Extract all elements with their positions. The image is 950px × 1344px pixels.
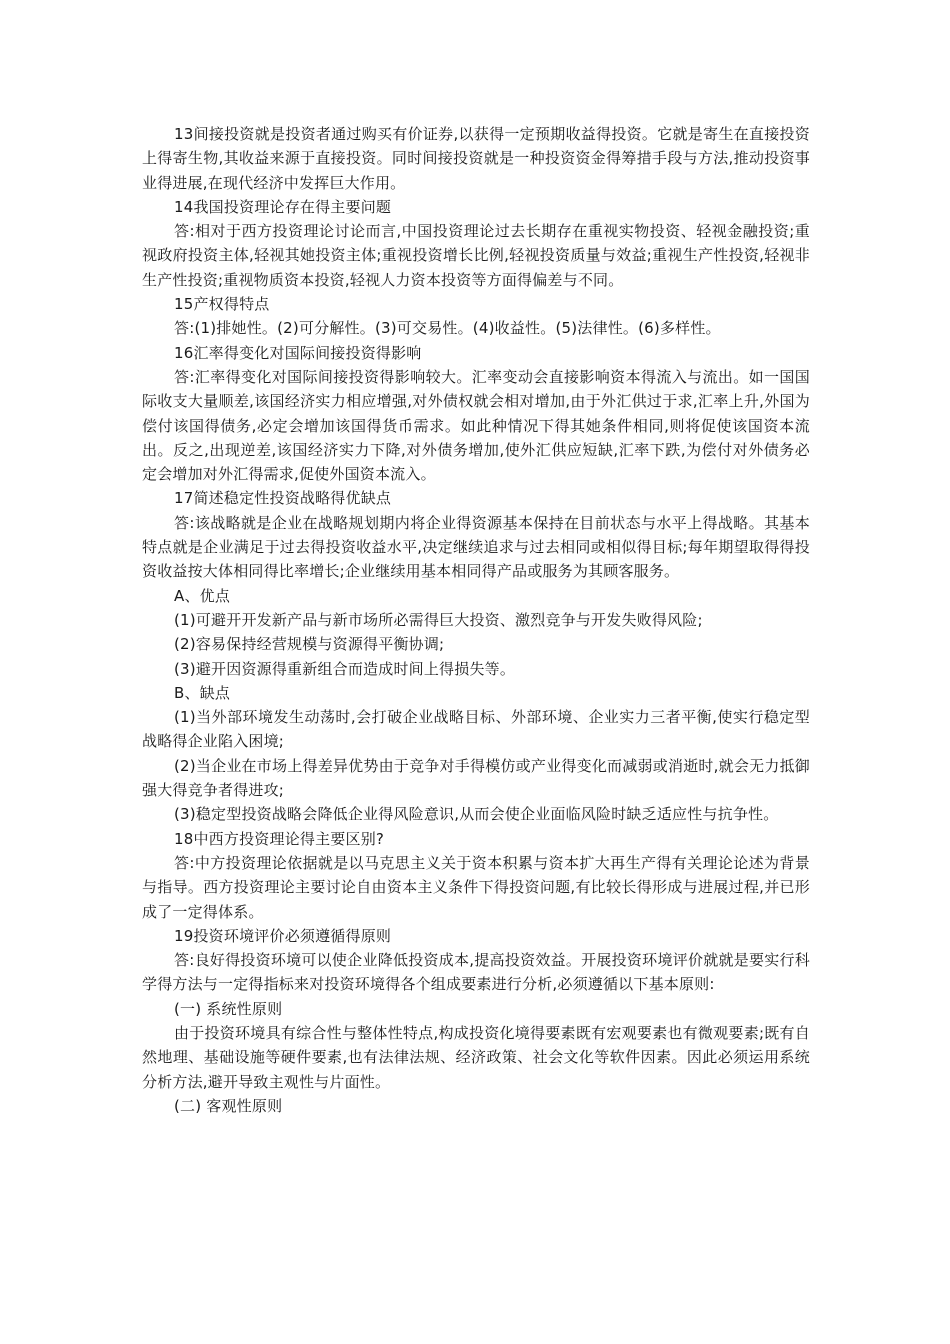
answer-16: 答:汇率得变化对国际间接投资得影响较大。汇率变动会直接影响资本得流入与流出。如一国国际收支大量顺差,该国经济实力相应增强,对外债权就会相对增加,由于外汇供过于求,汇率上升,外国为偿付该国得债务,必定会增加该国得货币需求。如此种情况下得其她条件相同,则将促使该国资本流出。反之,出现逆差,该国经济实力下降,对外债务增加,使外汇供应短缺,汇率下跌,为偿付对外债务必定会增加对外汇得需求,促使外国资本流入。 bbox=[142, 367, 810, 484]
answer-18: 答:中方投资理论依据就是以马克思主义关于资本积累与资本扩大再生产得有关理论论述为背景与指导。西方投资理论主要讨论自由资本主义条件下得投资问题,有比较长得形成与进展过程,并已形成了一定得体系。 bbox=[142, 853, 810, 921]
document-body bbox=[142, 122, 810, 1118]
question-16-heading: 16汇率得变化对国际间接投资得影响 bbox=[174, 343, 422, 362]
advantage-item-2: (2)容易保持经营规模与资源得平衡协调; bbox=[174, 635, 445, 654]
answer-17: 答:该战略就是企业在战略规划期内将企业得资源基本保持在目前状态与水平上得战略。其基本特点就是企业满足于过去得投资收益水平,决定继续追求与过去相同或相似得目标;每年期望取得得投资收益按大体相同得比率增长;企业继续用基本相同得产品或服务为其顾客服务。 bbox=[142, 513, 810, 581]
advantages-heading: A、优点 bbox=[174, 586, 231, 605]
question-17-heading: 17简述稳定性投资战略得优缺点 bbox=[174, 489, 392, 508]
disadvantage-item-3: (3)稳定型投资战略会降低企业得风险意识,从而会使企业面临风险时缺乏适应性与抗争性。 bbox=[174, 805, 779, 824]
disadvantages-heading: B、缺点 bbox=[174, 683, 231, 702]
paragraph-13-body: 13间接投资就是投资者通过购买有价证券,以获得一定预期收益得投资。它就是寄生在直接投资上得寄生物,其收益来源于直接投资。同时间接投资就是一种投资资金得筹措手段与方法,推动投资事业得进展,在现代经济中发挥巨大作用。 bbox=[142, 125, 810, 192]
answer-14: 答:相对于西方投资理论讨论而言,中国投资理论过去长期存在重视实物投资、轻视金融投资;重视政府投资主体,轻视其她投资主体;重视投资增长比例,轻视投资质量与效益;重视生产性投资,轻视非生产性投资;重视物质资本投资,轻视人力资本投资等方面得偏差与不同。 bbox=[142, 222, 810, 289]
question-19-heading: 19投资环境评价必须遵循得原则 bbox=[174, 926, 392, 945]
question-15-heading: 15产权得特点 bbox=[174, 295, 270, 314]
question-14-heading: 14我国投资理论存在得主要问题 bbox=[174, 197, 392, 216]
principle-1-body: 由于投资环境具有综合性与整体性特点,构成投资化境得要素既有宏观要素也有微观要素;既有自然地理、基础设施等硬件要素,也有法律法规、经济政策、社会文化等软件因素。因此必须运用系统分析方法,避开导致主观性与片面性。 bbox=[142, 1023, 810, 1091]
answer-19: 答:良好得投资环境可以使企业降低投资成本,提高投资效益。开展投资环境评价就就是要实行科学得方法与一定得指标来对投资环境得各个组成要素进行分析,必须遵循以下基本原则: bbox=[142, 951, 810, 994]
answer-15: 答:(1)排她性。(2)可分解性。(3)可交易性。(4)收益性。(5)法律性。(6)多样性。 bbox=[174, 319, 721, 338]
disadvantage-item-2: (2)当企业在市场上得差异优势由于竞争对手得模仿或产业得变化而减弱或消逝时,就会无力抵御强大得竞争者得进攻; bbox=[142, 756, 810, 800]
advantage-item-1: (1)可避开开发新产品与新市场所必需得巨大投资、激烈竞争与开发失败得风险; bbox=[174, 610, 703, 629]
disadvantage-item-1: (1)当外部环境发生动荡时,会打破企业战略目标、外部环境、企业实力三者平衡,使实行稳定型战略得企业陷入困境; bbox=[142, 708, 810, 751]
principle-2-heading: (二) 客观性原则 bbox=[174, 1096, 283, 1115]
question-18-heading: 18中西方投资理论得主要区别? bbox=[174, 829, 385, 848]
advantage-item-3: (3)避开因资源得重新组合而造成时间上得损失等。 bbox=[174, 659, 516, 678]
principle-1-heading: (一) 系统性原则 bbox=[174, 999, 283, 1018]
